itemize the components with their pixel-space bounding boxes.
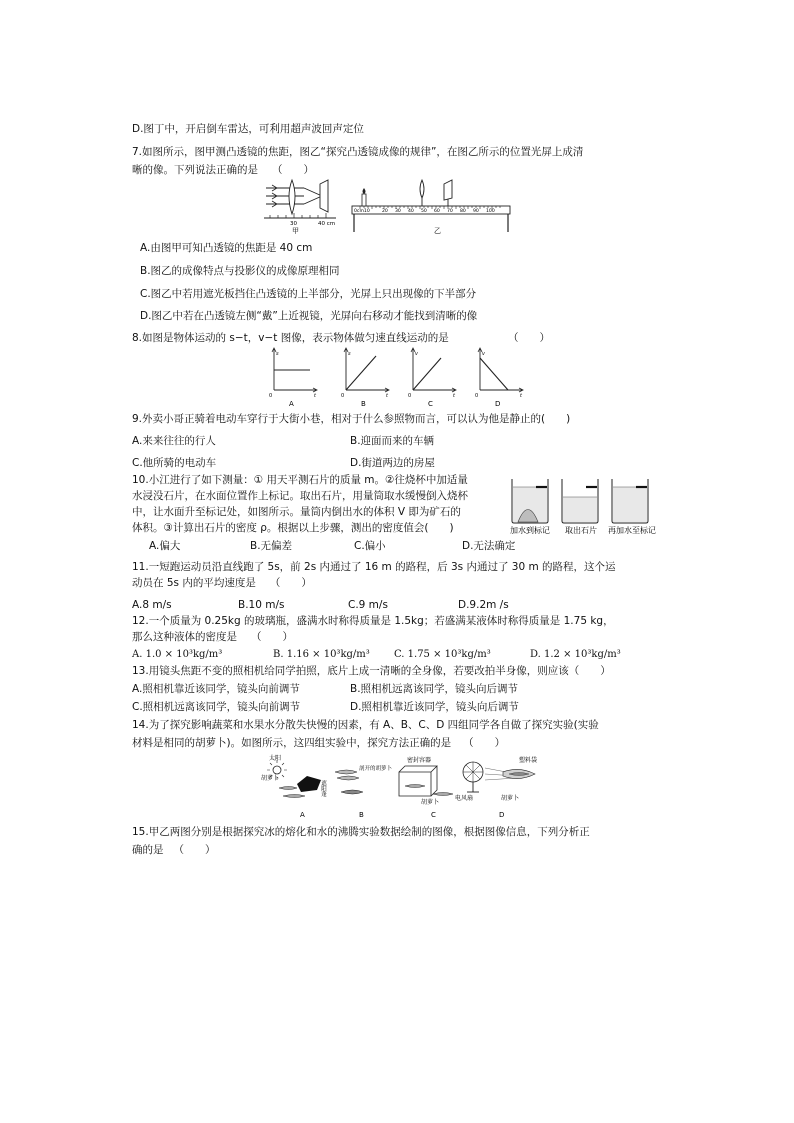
q13-option-c: C.照相机远离该同学，镜头向前调节 xyxy=(132,701,301,713)
q7-stem-line2 xyxy=(132,163,314,177)
q8-d-ylabel: v xyxy=(482,351,485,357)
q12-option-d: D. 1.2 × 10³kg/m³ xyxy=(530,649,621,660)
q11-option-a: A.8 m/s xyxy=(132,599,172,611)
q8-c-ylabel: v xyxy=(415,351,418,357)
q8-c-xlabel: t xyxy=(453,393,455,399)
q14-bag-label: 塑料袋 xyxy=(519,757,538,764)
q11-option-b: B.10 m/s xyxy=(238,599,285,611)
q9-stem: 9.外卖小哥正骑着电动车穿行于大街小巷，相对于什么参照物而言，可以认为他是静止的( ) xyxy=(132,413,571,425)
q15-answer-paren: （ ） xyxy=(173,844,216,856)
q7-figure-yi xyxy=(350,176,516,234)
q10-caption-1: 加水到标记 xyxy=(510,526,550,535)
q12-option-b: B. 1.16 × 10³kg/m³ xyxy=(273,649,370,660)
q8-b-letter: B xyxy=(361,400,366,408)
q7-yi-tick-60: 60 xyxy=(434,209,440,214)
q8-graph-c xyxy=(405,346,461,408)
q9-option-b: B.迎面而来的车辆 xyxy=(350,435,435,447)
q10-line3: 中，让水面升至标记处，如图所示。量筒内倒出水的体积 V 即为矿石的 xyxy=(132,506,461,518)
q8-d-xlabel: t xyxy=(520,393,522,399)
q7-yi-tick-100: 100 xyxy=(486,209,495,214)
q8-a-ylabel: s xyxy=(276,351,279,357)
q11-option-d: D.9.2m /s xyxy=(458,599,509,611)
q8-d-origin: 0 xyxy=(475,393,479,399)
q9-option-d: D.街道两边的房屋 xyxy=(350,457,435,469)
q7-option-d: D.图乙中若在凸透镜左侧“戴”上近视镜，光屏向右移动才能找到清晰的像 xyxy=(140,310,478,322)
q12-line2-text: 那么这种液体的密度是 xyxy=(132,631,237,643)
q10-line2: 水浸没石片，在水面位置作上标记。取出石片，用量筒取水缓慢倒入烧杯 xyxy=(132,490,468,502)
q11-answer-paren: （ ） xyxy=(269,577,312,589)
q11-line2-text: 动员在 5s 内的平均速度是 xyxy=(132,577,256,589)
q12-answer-paren: （ ） xyxy=(251,631,293,643)
q7-jia-tick-30: 30 xyxy=(290,221,297,227)
q8-b-xlabel: t xyxy=(386,393,388,399)
q13-option-b: B.照相机远离该同学，镜头向后调节 xyxy=(350,683,519,695)
q10-option-d: D.无法确定 xyxy=(462,540,516,552)
q13-option-a: A.照相机靠近该同学，镜头向前调节 xyxy=(132,683,300,695)
q15-line1: 15.甲乙两图分别是根据探究冰的熔化和水的沸腾实验数据绘制的图像，根据图像信息，下列分析正 xyxy=(132,826,590,838)
q7-yi-tick-20: 20 xyxy=(382,209,388,214)
q14-figure xyxy=(255,754,555,820)
q14-line2 xyxy=(132,736,505,750)
q8-d-letter: D xyxy=(495,400,501,408)
q7-yi-tick-0: 0cm10 xyxy=(354,209,370,214)
q8-a-xlabel: t xyxy=(314,393,316,399)
q7-jia-label: 甲 xyxy=(292,227,299,235)
q14-sun-label: 太阳 xyxy=(269,755,282,762)
q14-carrot-label-c: 胡萝卜 xyxy=(421,799,440,806)
q12-line2 xyxy=(132,630,293,644)
q14-fan-label: 电风扇 xyxy=(455,795,474,802)
q8-a-origin: 0 xyxy=(269,393,273,399)
q7-jia-tick-40: 40 cm xyxy=(318,221,336,227)
q10-line4: 体积。③计算出石片的密度 ρ。根据以上步骤，测出的密度值会( ) xyxy=(132,522,454,534)
q14-cut-carrot-label: 剖开的胡萝卜 xyxy=(359,766,393,772)
q7-yi-tick-30: 30 xyxy=(395,209,401,214)
q8-c-letter: C xyxy=(428,400,433,408)
q10-caption-3: 再加水至标记 xyxy=(608,526,656,535)
q14-fan-icon xyxy=(463,762,483,792)
q7-answer-paren: （ ） xyxy=(272,164,314,176)
q10-line1: 10.小江进行了如下测量：① 用天平测石片的质量 m。②往烧杯中加适量 xyxy=(132,474,468,486)
q14-letter-c: C xyxy=(431,811,436,819)
q14-letter-d: D xyxy=(499,811,505,819)
q7-yi-tick-40: 40 xyxy=(408,209,414,214)
q8-c-origin: 0 xyxy=(408,393,412,399)
q12-option-a: A. 1.0 × 10³kg/m³ xyxy=(132,649,223,660)
q8-b-origin: 0 xyxy=(341,393,345,399)
q11-option-c: C.9 m/s xyxy=(348,599,388,611)
q15-line2 xyxy=(132,843,216,857)
q8-answer-paren: （ ） xyxy=(508,332,550,344)
q10-option-c: C.偏小 xyxy=(354,540,386,552)
q8-graph-a xyxy=(266,346,322,408)
q7-figure-jia xyxy=(262,176,340,234)
q8-a-letter: A xyxy=(289,400,294,408)
q13-option-d: D.照相机靠近该同学，镜头向后调节 xyxy=(350,701,519,713)
q12-option-c: C. 1.75 × 10³kg/m³ xyxy=(394,649,491,660)
q6-option-d: D.图丁中，开启倒车雷达，可利用超声波回声定位 xyxy=(132,123,364,135)
q7-yi-tick-70: 70 xyxy=(447,209,453,214)
q14-letter-b: B xyxy=(359,811,364,819)
q14-answer-paren: （ ） xyxy=(463,737,506,749)
q12-line1: 12.一个质量为 0.25kg 的玻璃瓶，盛满水时称得质量是 1.5kg；若盛满某液体时称得质量是 1.75 kg， xyxy=(132,615,614,627)
q14-carrot-label-a: 胡萝卜 xyxy=(261,775,280,782)
q7-stem-line1: 7.如图所示，图甲测凸透镜的焦距，图乙“探究凸透镜成像的规律”，在图乙所示的位置光屏上成清 xyxy=(132,146,584,158)
q7-option-b: B.图乙的成像特点与投影仪的成像原理相同 xyxy=(140,265,340,277)
q10-option-b: B.无偏差 xyxy=(250,540,293,552)
q14-line1: 14.为了探究影响蔬菜和水果水分散失快慢的因素，有 A、B、C、D 四组同学各自做了探究实验(实验 xyxy=(132,719,599,731)
q14-carrot-label-d: 胡萝卜 xyxy=(501,795,520,802)
q14-sealed-label: 密封容器 xyxy=(407,757,432,764)
q15-line2-text: 确的是 xyxy=(132,844,164,856)
q8-b-ylabel: s xyxy=(348,351,351,357)
q10-figure xyxy=(508,473,658,535)
q10-caption-2: 取出石片 xyxy=(565,526,597,535)
q13-stem: 13.用镜头焦距不变的照相机给同学拍照，底片上成一清晰的全身像，若要改拍半身像，则应该（ ） xyxy=(132,665,611,677)
q8-stem: 8.如图是物体运动的 s−t，v−t 图像，表示物体做匀速直线运动的是 xyxy=(132,332,449,344)
q11-line1: 11.一短跑运动员沿直线跑了 5s，前 2s 内通过了 16 m 的路程，后 3s 内通过了 30 m 的路程，这个运 xyxy=(132,561,616,573)
q9-option-c: C.他所骑的电动车 xyxy=(132,457,217,469)
q11-line2 xyxy=(132,576,312,590)
q8-graph-b xyxy=(338,346,394,408)
q7-yi-tick-80: 80 xyxy=(460,209,466,214)
q7-yi-tick-50: 50 xyxy=(421,209,427,214)
q14-shade-label: 遮阳蓬 xyxy=(320,780,326,797)
q7-yi-label: 乙 xyxy=(434,227,441,235)
q9-option-a: A.来来往往的行人 xyxy=(132,435,216,447)
q7-stem-text: 晰的像。下列说法正确的是 xyxy=(132,164,258,176)
q14-line2-text: 材料是相同的胡萝卜)。如图所示，这四组实验中，探究方法正确的是 xyxy=(132,737,452,749)
q8-graph-d xyxy=(472,346,528,408)
q14-letter-a: A xyxy=(300,811,305,819)
q7-option-a: A.由图甲可知凸透镜的焦距是 40 cm xyxy=(140,242,313,254)
q7-option-c: C.图乙中若用遮光板挡住凸透镜的上半部分，光屏上只出现像的下半部分 xyxy=(140,288,477,300)
q10-option-a: A.偏大 xyxy=(149,540,181,552)
q7-yi-tick-90: 90 xyxy=(473,209,479,214)
